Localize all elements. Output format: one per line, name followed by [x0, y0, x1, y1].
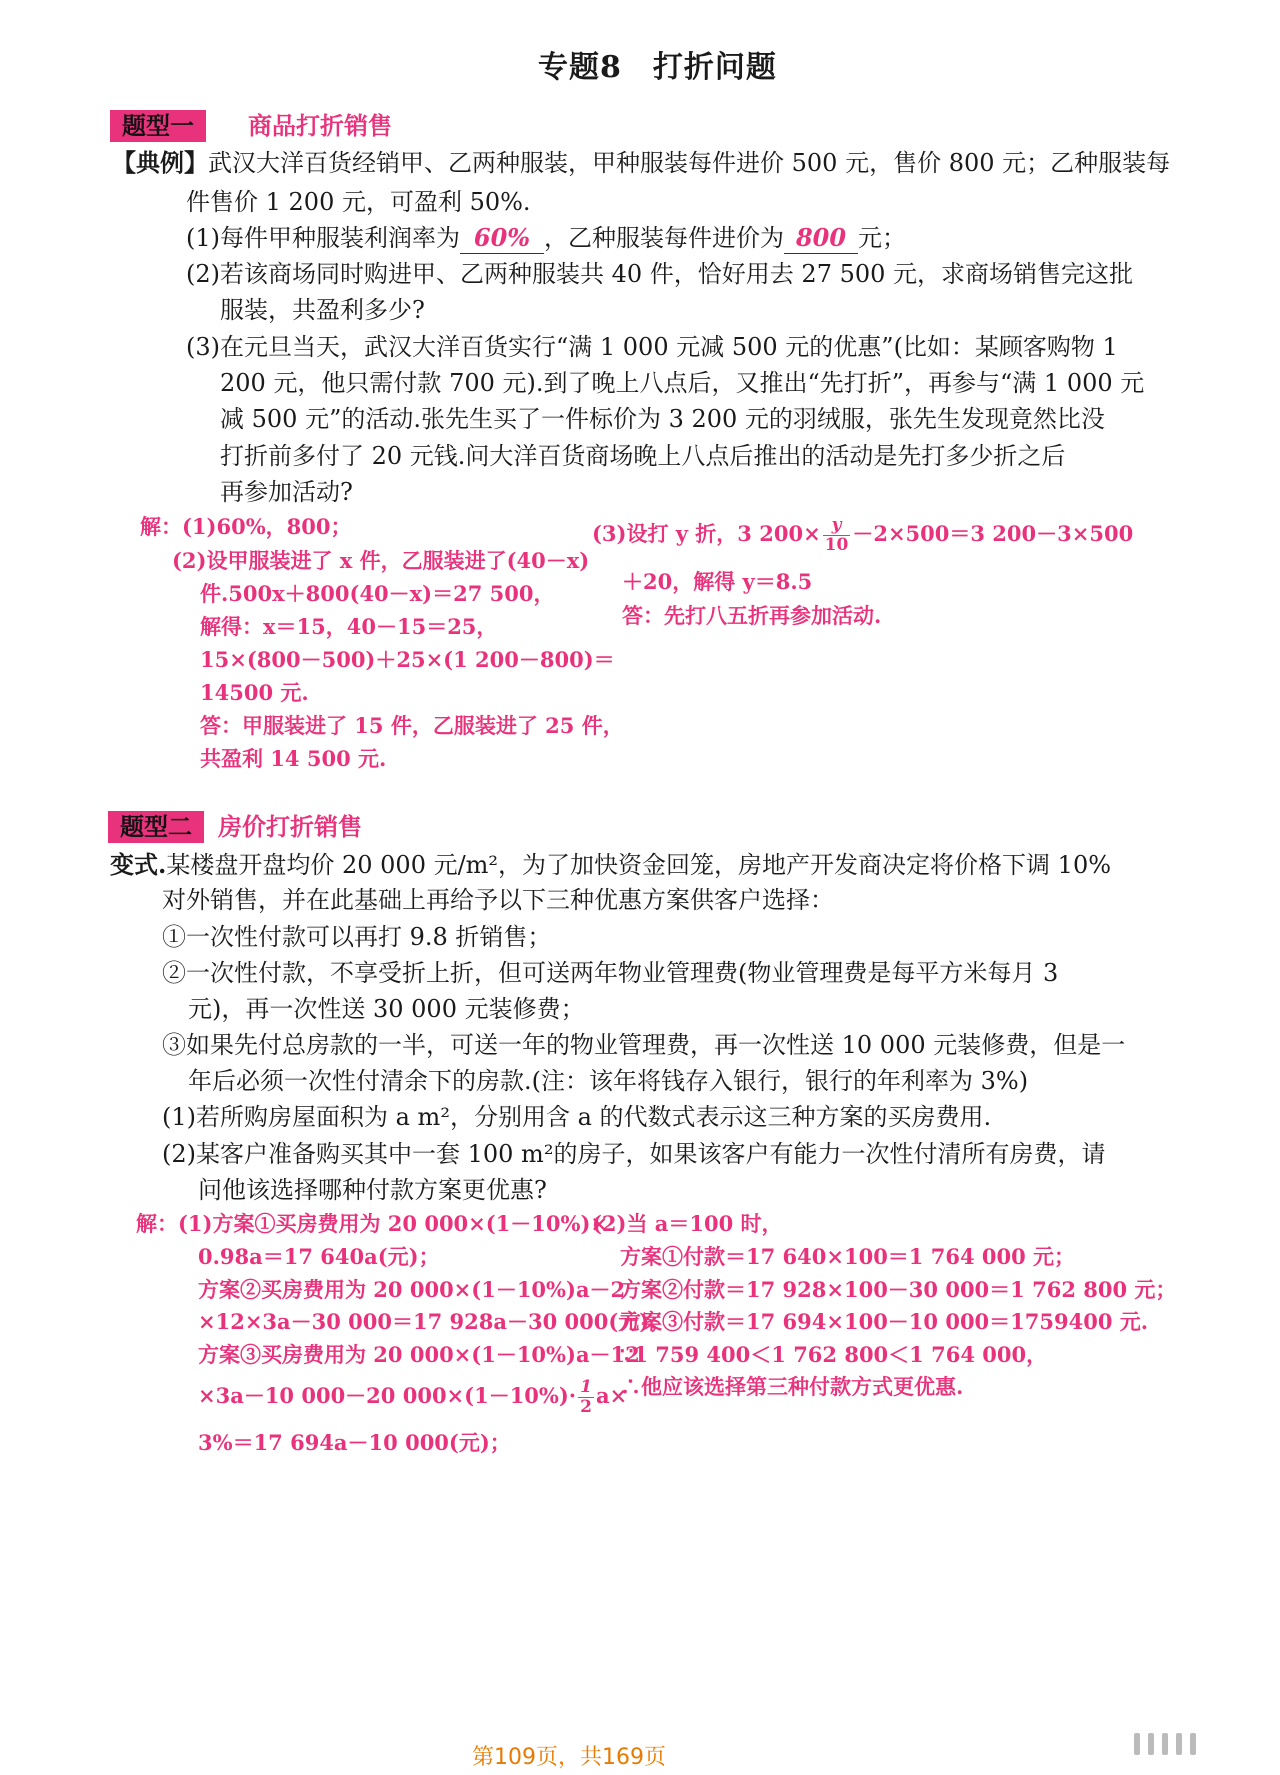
question-2-2-line-2: 问他该选择哪种付款方案更优惠?	[198, 1176, 547, 1204]
option-3-line-1: ③如果先付总房款的一半，可送一年的物业管理费，再一次性送 10 000 元装修费，但是一	[162, 1031, 1126, 1059]
answer-1-line-5: 15×(800－500)＋25×(1 200－800)＝	[200, 647, 615, 672]
answer-1-line-4: 解得：x＝15，40－15＝25，	[200, 614, 498, 639]
option-3-line-2: 年后必须一次性付清余下的房款.(注：该年将钱存入银行，银行的年利率为 3%)	[188, 1067, 1029, 1095]
option-2-line-1: ②一次性付款，不享受折上折，但可送两年物业管理费(物业管理费是每平方米每月 3	[162, 959, 1059, 987]
answer-2-right-line-3: 方案②付款＝17 928×100－30 000＝1 762 800 元；	[620, 1277, 1177, 1302]
answer-1-line-3: 件.500x＋800(40－x)＝27 500，	[200, 581, 555, 606]
answer-2-line-3: 方案②买房费用为 20 000×(1－10%)a－2	[198, 1277, 626, 1302]
example-line-2: 件售价 1 200 元，可盈利 50%.	[186, 188, 531, 216]
answer-2-right-line-2: 方案①付款＝17 640×100＝1 764 000 元；	[620, 1244, 1076, 1269]
variant-lead: 变式.	[110, 850, 167, 879]
example-lead: 【典例】	[112, 148, 208, 177]
answer-1-right-line-3: 答：先打八五折再参加活动.	[622, 603, 882, 628]
page-title: 专题8 打折问题	[538, 50, 777, 85]
answer-blank-1: 60%	[460, 223, 544, 254]
fraction: $\frac{y}{10}$	[824, 515, 849, 555]
page-number: 第109页，共169页	[472, 1745, 666, 1770]
answer-1-line-7: 答：甲服装进了 15 件，乙服装进了 25 件，	[200, 713, 624, 738]
option-2-line-2: 元)，再一次性送 30 000 元装修费；	[188, 995, 585, 1023]
section-title-2: 房价打折销售	[218, 812, 362, 841]
answer-2-line-6: ×3a－10 000－20 000×(1－10%)· $\frac{1}{2}$ a×	[198, 1377, 628, 1417]
question-1: (1)每件甲种服装利润率为 60% ，乙种服装每件进价为 800 元；	[186, 223, 906, 252]
question-2-line-1: (2)若该商场同时购进甲、乙两种服装共 40 件，恰好用去 27 500 元，求商场销售完这批	[186, 260, 1134, 288]
scrollbar-icon[interactable]	[1134, 1733, 1244, 1757]
question-3-line-5: 再参加活动?	[220, 478, 353, 506]
answer-1-line-2: (2)设甲服装进了 x 件，乙服装进了(40－x)	[172, 548, 590, 573]
answer-1-line-8: 共盈利 14 500 元.	[200, 746, 387, 771]
question-2-1: (1)若所购房屋面积为 a m²，分别用含 a 的代数式表示这三种方案的买房费用.	[162, 1103, 992, 1131]
answer-2-line-2: 0.98a＝17 640a(元)；	[198, 1244, 440, 1269]
question-3-line-4: 打折前多付了 20 元钱.问大洋百货商场晚上八点后推出的活动是先打多少折之后	[220, 442, 1066, 470]
answer-2-right-line-4: 方案③付款＝17 694×100－10 000＝1759400 元.	[620, 1309, 1149, 1334]
answer-2-right-line-5: ∵1 759 400＜1 762 800＜1 764 000，	[620, 1342, 1048, 1367]
answer-1-right-line-2: ＋20，解得 y＝8.5	[622, 569, 813, 594]
answer-2-line-7: 3%＝17 694a－10 000(元)；	[198, 1430, 511, 1455]
answer-2-right-line-6: ∴他应该选择第三种付款方式更优惠.	[620, 1374, 964, 1399]
variant-line-1: 变式.某楼盘开盘均价 20 000 元/m²，为了加快资金回笼，房地产开发商决定将价格下调 10%	[110, 850, 1112, 879]
question-2-2-line-1: (2)某客户准备购买其中一套 100 m²的房子，如果该客户有能力一次性付清所有房费，请	[162, 1140, 1106, 1168]
question-3-line-1: (3)在元旦当天，武汉大洋百货实行“满 1 000 元减 500 元的优惠”(比如：某顾客购物 1	[186, 333, 1118, 361]
section-title-1: 商品打折销售	[248, 111, 392, 140]
answer-2-right-line-1: (2)当 a＝100 时，	[592, 1211, 783, 1236]
answer-1-line-6: 14500 元.	[200, 680, 309, 705]
question-3-line-2: 200 元，他只需付款 700 元).到了晚上八点后，又推出“先打折”，再参与“满 1 000 元	[220, 369, 1145, 397]
answer-blank-2: 800	[784, 223, 858, 254]
answer-1-right-line-1: (3)设打 y 折，3 200× $\frac{y}{10}$ －2×500＝3 200－3×500	[592, 515, 1134, 555]
section-tag-1: 题型一	[110, 110, 206, 142]
option-1: ①一次性付款可以再打 9.8 折销售；	[162, 923, 552, 951]
answer-2-line-1: 解：(1)方案①买房费用为 20 000×(1－10%)×	[136, 1211, 609, 1236]
section-tag-2: 题型二	[108, 811, 204, 843]
variant-line-2: 对外销售，并在此基础上再给予以下三种优惠方案供客户选择：	[162, 886, 834, 914]
fraction: $\frac{1}{2}$	[580, 1377, 592, 1417]
answer-2-line-4: ×12×3a－30 000＝17 928a－30 000(元)；	[198, 1309, 671, 1334]
question-3-line-3: 减 500 元”的活动.张先生买了一件标价为 3 200 元的羽绒服，张先生发现竟然比没	[220, 405, 1105, 433]
question-2-line-2: 服装，共盈利多少?	[220, 296, 425, 324]
answer-2-line-5: 方案③买房费用为 20 000×(1－10%)a－12	[198, 1342, 640, 1367]
example-line-1: 【典例】武汉大洋百货经销甲、乙两种服装，甲种服装每件进价 500 元，售价 800 元；乙种服装每	[112, 148, 1171, 177]
answer-1-line-1: 解：(1)60%，800；	[140, 514, 352, 539]
